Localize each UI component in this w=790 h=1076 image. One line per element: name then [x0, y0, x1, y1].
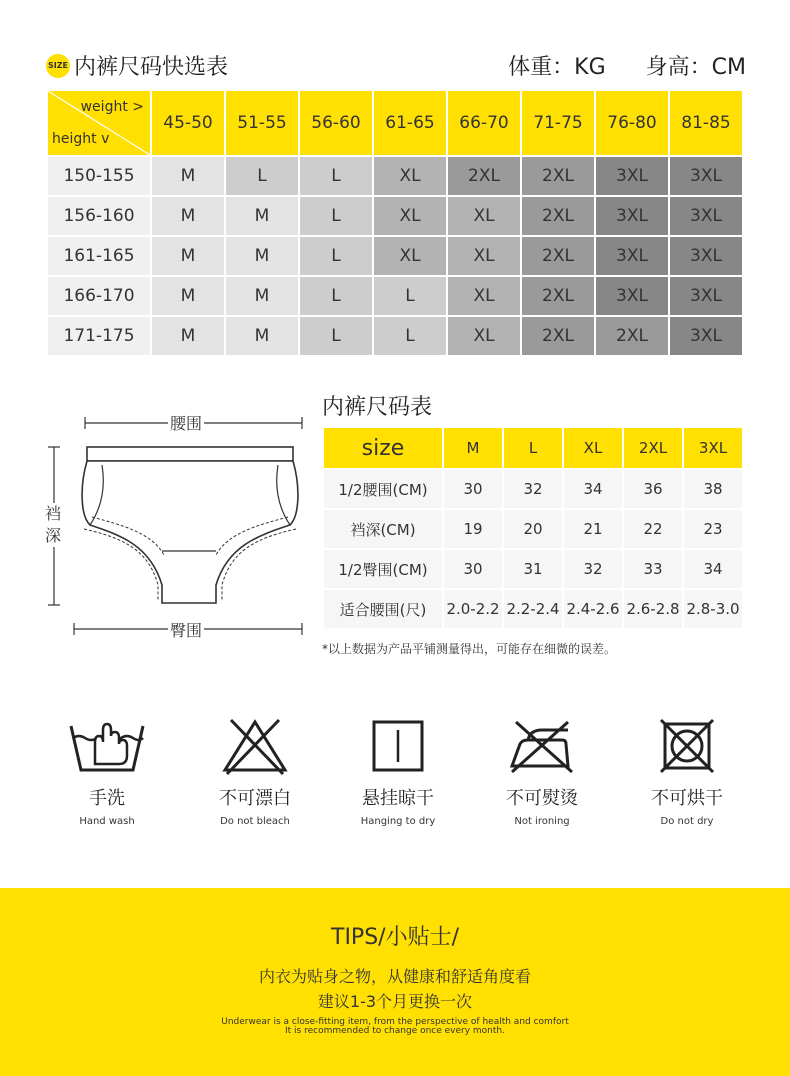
- weight-header: 71-75: [522, 91, 594, 155]
- size-header: 2XL: [624, 428, 682, 468]
- size-cell: 3XL: [596, 237, 668, 275]
- care-item-no-bleach: [190, 716, 320, 827]
- size-header-label: size: [324, 428, 442, 468]
- tips-english-1: Underwear is a close-fitting item, from the perspective of health and comfort: [221, 1017, 569, 1027]
- waist-label: 腰围: [168, 411, 204, 434]
- measure-chart-title: 内裤尺码表: [322, 395, 433, 420]
- size-cell: 2XL: [522, 157, 594, 195]
- weight-header: 45-50: [152, 91, 224, 155]
- measure-cell: 20: [504, 510, 562, 548]
- briefs-diagram: [40, 405, 310, 650]
- care-item-no-iron: [477, 716, 607, 827]
- tips-panel: [0, 888, 790, 1076]
- size-cell: L: [300, 237, 372, 275]
- quick-chart-units: [508, 50, 746, 81]
- size-cell: L: [300, 157, 372, 195]
- measure-cell: 2.4-2.6: [564, 590, 622, 628]
- quick-size-table: [46, 89, 744, 357]
- table-row: [324, 550, 742, 588]
- size-cell: 2XL: [522, 277, 594, 315]
- size-cell: 2XL: [596, 317, 668, 355]
- weight-header: 66-70: [448, 91, 520, 155]
- weight-header-row: [48, 91, 742, 155]
- quick-chart-header: [46, 50, 746, 82]
- row-label: 适合腰围(尺): [324, 590, 442, 628]
- size-header-row: [324, 428, 742, 468]
- table-row: [48, 157, 742, 195]
- hip-label: 臀围: [168, 618, 204, 641]
- height-cell: 161-165: [48, 237, 150, 275]
- hang-dry-icon: [358, 716, 438, 776]
- row-label: 裆深(CM): [324, 510, 442, 548]
- measure-cell: 32: [564, 550, 622, 588]
- no-bleach-icon: [215, 716, 295, 776]
- care-label-en: Hand wash: [79, 816, 135, 827]
- size-cell: 2XL: [522, 317, 594, 355]
- size-cell: M: [226, 317, 298, 355]
- size-cell: L: [226, 157, 298, 195]
- table-row: [48, 277, 742, 315]
- size-cell: L: [300, 317, 372, 355]
- size-cell: M: [152, 237, 224, 275]
- no-iron-icon: [502, 716, 582, 776]
- table-row: [324, 470, 742, 508]
- weight-header: 56-60: [300, 91, 372, 155]
- size-cell: XL: [448, 197, 520, 235]
- measure-cell: 23: [684, 510, 742, 548]
- size-cell: M: [152, 157, 224, 195]
- measure-cell: 36: [624, 470, 682, 508]
- size-header: L: [504, 428, 562, 468]
- size-cell: L: [300, 277, 372, 315]
- care-label-en: Not ironing: [514, 816, 570, 827]
- height-cell: 171-175: [48, 317, 150, 355]
- corner-cell: [48, 91, 150, 155]
- measure-cell: 2.0-2.2: [444, 590, 502, 628]
- care-label-cn: 手洗: [89, 788, 125, 809]
- size-cell: 2XL: [448, 157, 520, 195]
- size-cell: M: [152, 197, 224, 235]
- weight-header: 76-80: [596, 91, 668, 155]
- table-row: [48, 237, 742, 275]
- care-label-en: Do not bleach: [220, 816, 290, 827]
- size-cell: 3XL: [596, 277, 668, 315]
- size-cell: XL: [448, 317, 520, 355]
- weight-header: 61-65: [374, 91, 446, 155]
- care-label-en: Do not dry: [660, 816, 714, 827]
- weight-header: 51-55: [226, 91, 298, 155]
- tips-line-2: 建议1-3个月更换一次: [317, 992, 473, 1011]
- briefs-outline-icon: [40, 405, 310, 650]
- care-label-cn: 不可漂白: [219, 788, 291, 809]
- size-cell: 3XL: [596, 197, 668, 235]
- size-cell: XL: [374, 157, 446, 195]
- height-cell: 156-160: [48, 197, 150, 235]
- size-cell: M: [226, 237, 298, 275]
- height-cell: 166-170: [48, 277, 150, 315]
- size-cell: M: [152, 317, 224, 355]
- size-header: XL: [564, 428, 622, 468]
- measure-cell: 32: [504, 470, 562, 508]
- size-cell: 3XL: [670, 317, 742, 355]
- measure-cell: 19: [444, 510, 502, 548]
- measure-cell: 31: [504, 550, 562, 588]
- corner-height-label: height v: [52, 131, 110, 147]
- table-row: [324, 590, 742, 628]
- tips-title: TIPS/小贴士/: [331, 925, 459, 950]
- measure-cell: 30: [444, 550, 502, 588]
- hand-wash-icon: [67, 716, 147, 776]
- weight-header: 81-85: [670, 91, 742, 155]
- size-cell: 2XL: [522, 237, 594, 275]
- care-item-hand-wash: [42, 716, 172, 827]
- row-label: 1/2臀围(CM): [324, 550, 442, 588]
- measure-cell: 34: [684, 550, 742, 588]
- rise-label: 裆深: [44, 504, 61, 545]
- care-label-en: Hanging to dry: [360, 816, 436, 827]
- size-cell: 3XL: [670, 157, 742, 195]
- unit-weight: 体重：KG: [508, 55, 606, 80]
- care-label-cn: 悬挂晾干: [362, 788, 434, 809]
- measure-cell: 30: [444, 470, 502, 508]
- measure-cell: 33: [624, 550, 682, 588]
- care-label-cn: 不可熨烫: [506, 788, 578, 809]
- size-cell: XL: [448, 277, 520, 315]
- size-cell: L: [300, 197, 372, 235]
- size-cell: 3XL: [670, 197, 742, 235]
- size-header: M: [444, 428, 502, 468]
- measure-cell: 2.6-2.8: [624, 590, 682, 628]
- row-label: 1/2腰围(CM): [324, 470, 442, 508]
- tips-line-1: 内衣为贴身之物，从健康和舒适角度看: [258, 967, 531, 986]
- size-cell: M: [152, 277, 224, 315]
- tips-english-2: It is recommended to change once every month.: [285, 1026, 505, 1036]
- size-cell: 2XL: [522, 197, 594, 235]
- quick-chart-title: 内裤尺码快选表: [74, 55, 229, 80]
- measure-cell: 34: [564, 470, 622, 508]
- measure-cell: 2.8-3.0: [684, 590, 742, 628]
- measure-cell: 21: [564, 510, 622, 548]
- size-cell: M: [226, 197, 298, 235]
- measure-cell: 22: [624, 510, 682, 548]
- care-label-cn: 不可烘干: [651, 788, 723, 809]
- size-cell: 3XL: [670, 237, 742, 275]
- table-row: [324, 510, 742, 548]
- measurement-note: *以上数据为产品平铺测量得出，可能存在细微的误差。: [322, 642, 617, 656]
- size-cell: XL: [374, 237, 446, 275]
- corner-weight-label: weight >: [80, 99, 144, 115]
- measure-cell: 2.2-2.4: [504, 590, 562, 628]
- size-cell: M: [226, 277, 298, 315]
- no-tumble-dry-icon: [647, 716, 727, 776]
- size-cell: L: [374, 317, 446, 355]
- size-cell: L: [374, 277, 446, 315]
- size-cell: XL: [448, 237, 520, 275]
- unit-height: 身高：CM: [645, 55, 746, 80]
- table-row: [48, 197, 742, 235]
- care-item-no-tumble-dry: [622, 716, 752, 827]
- size-cell: 3XL: [670, 277, 742, 315]
- care-instructions: [42, 716, 752, 836]
- size-badge: SIZE: [46, 54, 70, 78]
- care-item-hang-dry: [333, 716, 463, 827]
- measure-cell: 38: [684, 470, 742, 508]
- table-row: [48, 317, 742, 355]
- size-header: 3XL: [684, 428, 742, 468]
- measurement-table: [322, 426, 744, 630]
- size-cell: XL: [374, 197, 446, 235]
- size-cell: 3XL: [596, 157, 668, 195]
- height-cell: 150-155: [48, 157, 150, 195]
